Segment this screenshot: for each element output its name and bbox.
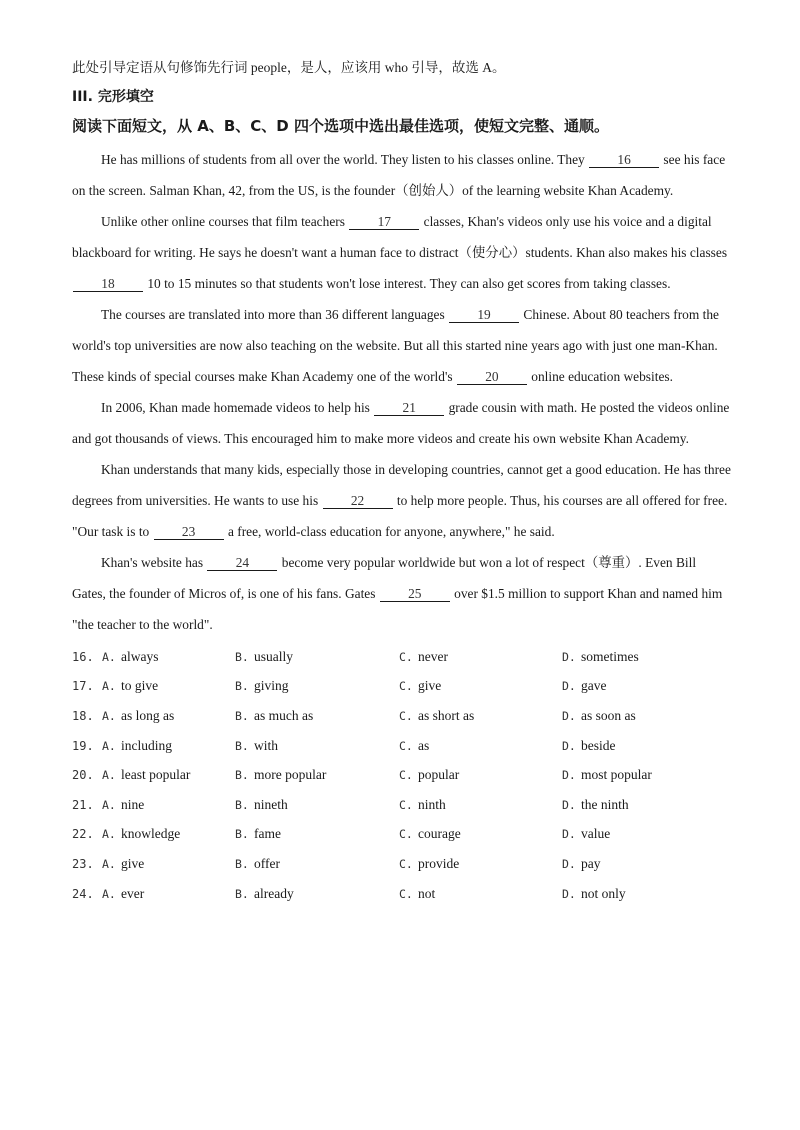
option-b[interactable] (235, 708, 399, 724)
option-letter: D. (562, 886, 576, 901)
option-text: knowledge (121, 826, 181, 842)
option-letter: B. (235, 768, 249, 783)
option-text: always (121, 648, 159, 664)
option-letter: A. (102, 679, 116, 694)
option-letter: D. (562, 708, 576, 723)
option-letter: A. (102, 768, 116, 783)
option-d[interactable] (562, 886, 722, 902)
option-text: give (121, 855, 145, 871)
option-d[interactable] (562, 856, 722, 872)
option-b[interactable] (235, 826, 399, 842)
option-text: nineth (254, 796, 288, 812)
passage-paragraph-3 (72, 299, 732, 392)
question-number: 16. (72, 649, 94, 664)
option-text: not only (581, 885, 626, 901)
blank-16[interactable]: 16 (589, 152, 659, 168)
option-c[interactable] (399, 649, 562, 665)
option-d[interactable] (562, 738, 722, 754)
option-text: gave (581, 678, 607, 694)
passage-paragraph-6 (72, 547, 732, 640)
option-letter: B. (235, 679, 249, 694)
passage-text: see his face on the screen. Salman Khan, 42, from the US, is the founder（创始人）of the learning website Khan Academy. (72, 152, 726, 198)
option-text: give (418, 678, 442, 694)
passage-text: Khan's website has (101, 555, 207, 570)
question-row (72, 642, 732, 672)
option-text: value (581, 826, 611, 842)
option-letter: B. (235, 827, 249, 842)
blank-22[interactable]: 22 (323, 493, 393, 509)
passage-text: Khan understands that many kids, especially those in developing countries, cannot get a good education. He has three degrees from universities. He wants to use his (72, 462, 731, 508)
question-number: 24. (72, 886, 94, 901)
option-c[interactable] (399, 886, 562, 902)
question-number: 17. (72, 679, 94, 694)
option-text: the ninth (581, 796, 629, 812)
option-c[interactable] (399, 797, 562, 813)
option-text: including (121, 737, 172, 753)
option-a[interactable] (102, 649, 235, 665)
option-text: as much as (254, 707, 314, 723)
exam-page (72, 58, 732, 908)
question-number: 20. (72, 768, 94, 783)
option-c[interactable] (399, 856, 562, 872)
question-row (72, 790, 732, 820)
option-letter: A. (102, 708, 116, 723)
option-a[interactable] (102, 886, 235, 902)
option-text: as long as (121, 707, 175, 723)
option-letter: B. (235, 886, 249, 901)
option-b[interactable] (235, 856, 399, 872)
option-a[interactable] (102, 678, 235, 694)
option-a[interactable] (102, 856, 235, 872)
option-a[interactable] (102, 797, 235, 813)
option-letter: C. (399, 768, 413, 783)
option-letter: C. (399, 708, 413, 723)
passage-text: grade cousin with math. He posted the videos online and got thousands of views. This encouraged him to make more videos and create his own website Khan Academy. (72, 400, 730, 446)
option-letter: C. (399, 827, 413, 842)
option-letter: D. (562, 738, 576, 753)
passage-paragraph-2 (72, 206, 732, 299)
option-d[interactable] (562, 797, 722, 813)
option-letter: B. (235, 708, 249, 723)
passage-text: classes, Khan's videos only use his voice and a digital blackboard for writing. He says he doesn't want a human face to distract（使分心）students. Khan also makes his classes (72, 214, 728, 260)
question-number: 18. (72, 708, 94, 723)
passage-text: Unlike other online courses that film teachers (101, 214, 349, 229)
blank-23[interactable]: 23 (154, 524, 224, 540)
blank-24[interactable]: 24 (207, 555, 277, 571)
option-text: more popular (254, 767, 327, 783)
option-c[interactable] (399, 738, 562, 754)
option-letter: A. (102, 827, 116, 842)
option-c[interactable] (399, 708, 562, 724)
option-text: as (418, 737, 430, 753)
blank-20[interactable]: 20 (457, 369, 527, 385)
passage-text: online education websites. (527, 369, 673, 384)
question-row (72, 760, 732, 790)
option-text: usually (254, 648, 293, 664)
option-letter: B. (235, 738, 249, 753)
option-c[interactable] (399, 826, 562, 842)
option-letter: A. (102, 738, 116, 753)
option-a[interactable] (102, 767, 235, 783)
option-c[interactable] (399, 678, 562, 694)
passage-text: become very popular worldwide but won a lot of respect（尊重）. Even Bill Gates, the founder of Micros of, is one of his fans. Gates (72, 555, 697, 601)
option-a[interactable] (102, 826, 235, 842)
option-letter: A. (102, 886, 116, 901)
option-text: fame (254, 826, 281, 842)
passage-text: The courses are translated into more than 36 different languages (101, 307, 449, 322)
option-letter: D. (562, 679, 576, 694)
option-b[interactable] (235, 649, 399, 665)
option-letter: C. (399, 856, 413, 871)
question-row (72, 820, 732, 850)
blank-25[interactable]: 25 (380, 586, 450, 602)
option-letter: A. (102, 856, 116, 871)
option-text: sometimes (581, 648, 639, 664)
answer-options (72, 642, 732, 908)
option-text: least popular (121, 767, 191, 783)
passage-paragraph-1 (72, 144, 732, 206)
option-text: offer (254, 855, 280, 871)
option-text: ever (121, 885, 145, 901)
option-b[interactable] (235, 797, 399, 813)
question-number: 19. (72, 738, 94, 753)
option-d[interactable] (562, 649, 722, 665)
option-letter: D. (562, 856, 576, 871)
option-c[interactable] (399, 767, 562, 783)
option-letter: D. (562, 649, 576, 664)
blank-17[interactable]: 17 (349, 214, 419, 230)
option-letter: D. (562, 768, 576, 783)
option-text: courage (418, 826, 461, 842)
option-text: with (254, 737, 279, 753)
passage-text: to help more people. Thus, his courses are all offered for free. "Our task is to (72, 493, 728, 539)
section-title: III. 完形填空 (72, 89, 154, 105)
blank-19[interactable]: 19 (449, 307, 519, 323)
section-instruction: 阅读下面短文，从 A、B、C、D 四个选项中选出最佳选项，使短文完整、通顺。 (72, 117, 609, 135)
option-text: beside (581, 737, 616, 753)
option-letter: B. (235, 797, 249, 812)
option-text: provide (418, 855, 460, 871)
question-number: 22. (72, 827, 94, 842)
passage-text: He has millions of students from all over the world. They listen to his classes online. They (101, 152, 589, 167)
option-d[interactable] (562, 767, 722, 783)
option-text: pay (581, 855, 601, 871)
passage-text: In 2006, Khan made homemade videos to help his (101, 400, 374, 415)
option-letter: C. (399, 679, 413, 694)
blank-18[interactable]: 18 (73, 276, 143, 292)
option-letter: D. (562, 797, 576, 812)
option-letter: A. (102, 649, 116, 664)
option-b[interactable] (235, 767, 399, 783)
option-letter: C. (399, 649, 413, 664)
option-letter: A. (102, 797, 116, 812)
question-row (72, 731, 732, 761)
option-b[interactable] (235, 678, 399, 694)
passage-paragraph-4 (72, 392, 732, 454)
question-row (72, 672, 732, 702)
cloze-passage (72, 144, 732, 640)
option-text: as short as (418, 707, 475, 723)
question-number: 23. (72, 856, 94, 871)
option-letter: C. (399, 797, 413, 812)
passage-text: over $1.5 million to support Khan and named him "the teacher to the world". (72, 586, 723, 632)
question-number: 21. (72, 797, 94, 812)
question-row (72, 849, 732, 879)
option-text: to give (121, 678, 159, 694)
option-letter: C. (399, 886, 413, 901)
option-letter: D. (562, 827, 576, 842)
option-letter: B. (235, 649, 249, 664)
option-text: most popular (581, 767, 652, 783)
option-text: giving (254, 678, 289, 694)
option-text: popular (418, 767, 460, 783)
option-text: never (418, 648, 448, 664)
option-text: already (254, 885, 294, 901)
passage-paragraph-5 (72, 454, 732, 547)
option-letter: C. (399, 738, 413, 753)
option-text: not (418, 885, 436, 901)
question-row (72, 879, 732, 909)
option-text: ninth (418, 796, 446, 812)
answer-explanation: 此处引导定语从句修饰先行词 people，是人，应该用 who 引导，故选 A。 (72, 60, 506, 75)
option-letter: B. (235, 856, 249, 871)
option-a[interactable] (102, 708, 235, 724)
option-text: nine (121, 796, 145, 812)
passage-text: a free, world-class education for anyone, anywhere," he said. (224, 524, 555, 539)
option-b[interactable] (235, 738, 399, 754)
option-d[interactable] (562, 708, 722, 724)
option-a[interactable] (102, 738, 235, 754)
option-text: as soon as (581, 707, 636, 723)
passage-text: 10 to 15 minutes so that students won't lose interest. They can also get scores from taking classes. (144, 276, 671, 291)
option-d[interactable] (562, 678, 722, 694)
option-b[interactable] (235, 886, 399, 902)
question-row (72, 701, 732, 731)
blank-21[interactable]: 21 (374, 400, 444, 416)
passage-text: Chinese. About 80 teachers from the world's top universities are now also teaching on the website. But all this started nine years ago with just one man-Khan. These kinds of special courses make Khan Academy one of the world's (72, 307, 719, 384)
option-d[interactable] (562, 826, 722, 842)
